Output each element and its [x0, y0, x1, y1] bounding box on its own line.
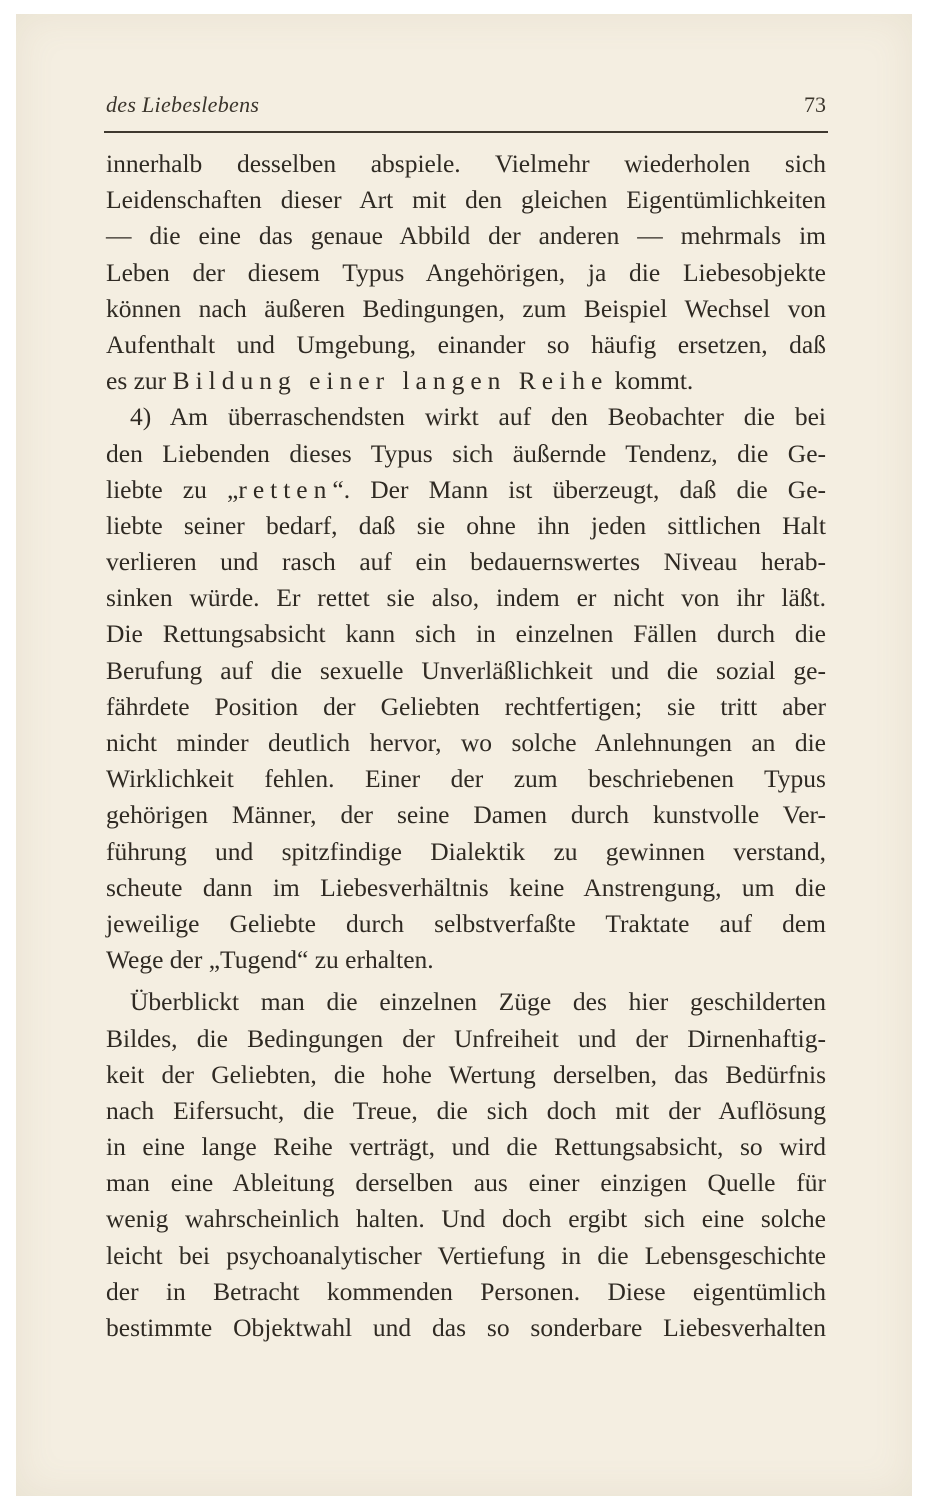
page-number: 73 — [804, 92, 826, 117]
text-line: liebte seiner bedarf, daß sie ohne ihn jeden sittlichen Halt — [106, 510, 826, 540]
paragraph-1 — [106, 146, 826, 399]
text-line — [106, 363, 826, 399]
text-line: sinken würde. Er rettet sie also, indem er nicht von ihr läßt. — [106, 583, 826, 613]
text-line: Die Rettungsabsicht kann sich in einzelnen Fällen durch die — [106, 619, 826, 649]
spaced-emphasis: Bildung einer langen Reihe — [172, 366, 609, 396]
text-line: jeweilige Geliebte durch selbstverfaßte Traktate auf dem — [106, 908, 826, 938]
text-line: innerhalb desselben abspiele. Vielmehr wiederholen sich — [106, 149, 826, 178]
text-line: Wege der „Tugend“ zu erhalten. — [106, 945, 434, 975]
spaced-emphasis: retten — [238, 474, 333, 504]
paragraph-2 — [106, 399, 826, 978]
text-line: Berufung auf die sexuelle Unverläßlichkeit und die sozial ge- — [106, 655, 826, 685]
text-line: leicht bei psychoanalytischer Vertiefung in die Lebensgeschichte — [106, 1240, 826, 1270]
text-run: es zur — [106, 366, 173, 396]
text-run: kommt. — [608, 366, 694, 396]
book-page — [16, 14, 912, 1496]
text-run: liebte zu „ — [106, 474, 239, 504]
text-line: 4) Am überraschendsten wirkt auf den Beobachter die bei — [130, 402, 826, 432]
text-line: man eine Ableitung derselben aus einer einzigen Quelle für — [106, 1168, 826, 1198]
text-line: den Liebenden dieses Typus sich äußernde Tendenz, die Ge- — [106, 438, 826, 468]
text-line: bestimmte Objektwahl und das so sonderbare Liebesverhalten — [106, 1313, 826, 1342]
running-head — [106, 92, 826, 128]
text-line: gehörigen Männer, der seine Damen durch kunstvolle Ver- — [106, 800, 826, 830]
text-line: der in Betracht kommenden Personen. Diese eigentümlich — [106, 1276, 826, 1306]
text-line: fährdete Position der Geliebten rechtfertigen; sie tritt aber — [106, 691, 826, 721]
text-line: führung und spitzfindige Dialektik zu gewinnen verstand, — [106, 836, 826, 866]
text-line: Aufenthalt und Umgebung, einander so häufig ersetzen, daß — [106, 329, 826, 359]
text-line: nach Eifersucht, die Treue, die sich doch mit der Auflösung — [106, 1095, 826, 1125]
text-line: wenig wahrscheinlich halten. Und doch ergibt sich eine solche — [106, 1204, 826, 1234]
body-text — [106, 146, 826, 1346]
text-line: keit der Geliebten, die hohe Wertung derselben, das Bedürfnis — [106, 1059, 826, 1089]
text-line: Leben der diesem Typus Angehörigen, ja die Liebesobjekte — [106, 257, 826, 287]
text-run: “. Der Mann ist überzeugt, daß die Ge- — [332, 474, 827, 504]
paragraph-3 — [106, 984, 826, 1346]
text-line: in eine lange Reihe verträgt, und die Rettungsabsicht, so wird — [106, 1132, 826, 1162]
running-title: des Liebeslebens — [106, 92, 260, 117]
text-line: Wirklichkeit fehlen. Einer der zum beschriebenen Typus — [106, 764, 826, 794]
text-line: Leidenschaften dieser Art mit den gleichen Eigentümlichkeiten — [106, 185, 826, 215]
text-line: scheute dann im Liebesverhältnis keine Anstrengung, um die — [106, 872, 826, 902]
text-line — [106, 472, 826, 508]
text-line: — die eine das genaue Abbild der anderen — mehrmals im — [106, 221, 826, 251]
text-line: verlieren und rasch auf ein bedauernswertes Niveau herab- — [106, 547, 826, 577]
text-line: Überblickt man die einzelnen Züge des hier geschilderten — [130, 987, 826, 1017]
text-line: nicht minder deutlich hervor, wo solche Anlehnungen an die — [106, 728, 826, 757]
text-line: Bildes, die Bedingungen der Unfreiheit und der Dirnenhaftig- — [106, 1023, 826, 1053]
text-line: können nach äußeren Bedingungen, zum Beispiel Wechsel von — [106, 293, 826, 323]
header-rule — [104, 131, 828, 133]
